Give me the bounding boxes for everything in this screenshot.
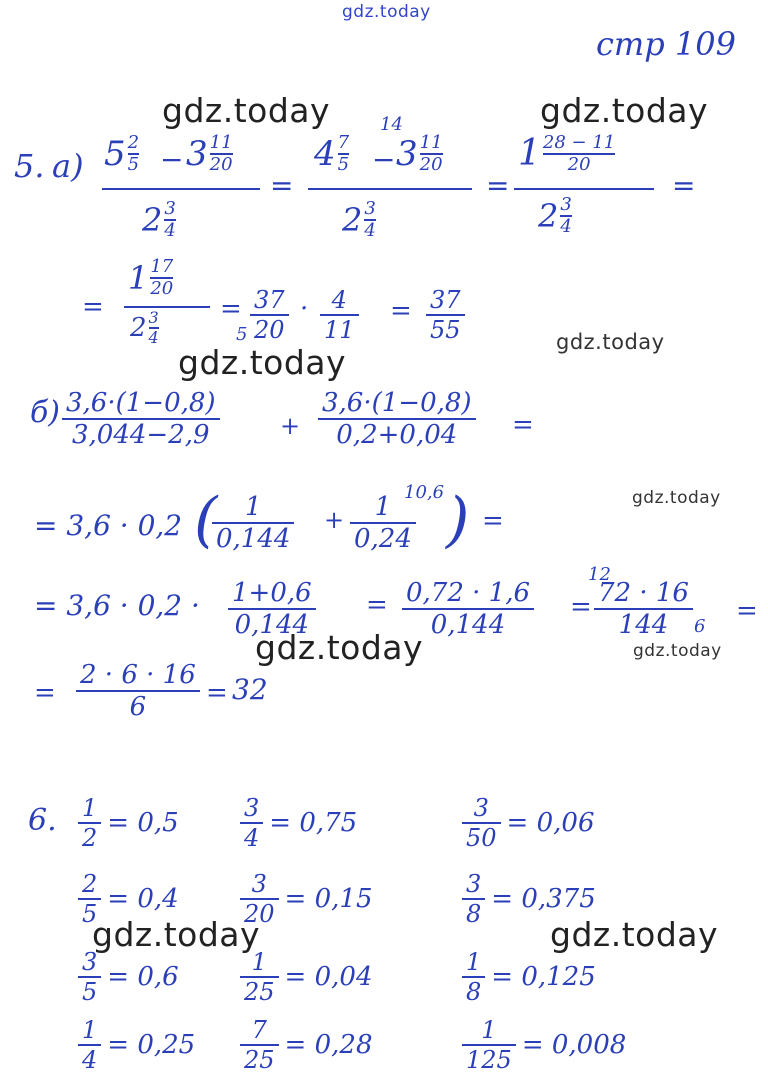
minus-sign: − [160, 143, 184, 176]
watermark: gdz.today [550, 915, 719, 954]
part-b-label: б) [30, 395, 61, 430]
mixed-number [142, 200, 176, 240]
fraction [462, 872, 485, 926]
conversion-item [78, 796, 179, 850]
fraction [594, 580, 693, 638]
mixed-number [518, 134, 615, 174]
equals-sign: = [672, 169, 696, 202]
fraction-bar [124, 306, 210, 308]
fraction-bar [102, 188, 260, 190]
numerator: 4 [331, 286, 347, 314]
conversion-item [78, 1018, 195, 1072]
whole-part: 3 [396, 134, 418, 174]
equals-sign: = [34, 678, 56, 708]
fraction-bar [514, 188, 654, 190]
close-paren: ) [446, 485, 470, 555]
final-result: 32 [232, 673, 268, 706]
decimal-value: = 0,6 [107, 962, 179, 992]
equals-sign: = [486, 169, 510, 202]
fraction [320, 288, 359, 342]
numerator: 3 [251, 870, 267, 898]
equals-sign: = [390, 296, 412, 326]
superscript-note: 14 [380, 114, 403, 135]
watermark: gdz.today [633, 641, 722, 661]
plus-sign: + [280, 412, 301, 440]
denominator: 20 [244, 900, 275, 928]
numerator: 1 [251, 948, 267, 976]
fraction [228, 580, 316, 638]
whole-part: 2 [142, 201, 163, 239]
denominator: 4 [560, 216, 572, 237]
denominator: 144 [618, 610, 669, 640]
watermark-top: gdz.today [342, 2, 431, 22]
denominator: 8 [466, 978, 482, 1006]
decimal-value: = 0,75 [269, 808, 358, 838]
conversion-item [462, 872, 596, 926]
numerator: 1 [244, 492, 262, 522]
conversion-item [462, 950, 596, 1004]
denominator: 125 [466, 1046, 512, 1074]
conversion-item [240, 1018, 373, 1072]
denominator: 0,144 [430, 610, 506, 640]
numerator: 3 [560, 194, 572, 215]
numerator: 3,6·(1−0,8) [322, 388, 472, 418]
denominator: 0,24 [354, 524, 412, 554]
watermark: gdz.today [632, 488, 721, 508]
numerator: 1 [374, 492, 392, 522]
open-paren: ( [194, 485, 218, 555]
denominator: 4 [164, 220, 176, 241]
equals-sign: = [366, 590, 388, 620]
fraction [240, 796, 263, 850]
denominator: 5 [337, 154, 350, 175]
watermark: gdz.today [92, 915, 261, 954]
fraction [462, 796, 501, 850]
fraction [350, 494, 416, 552]
conversion-item [462, 796, 595, 850]
denominator: 25 [244, 1046, 275, 1074]
numerator: 11 [209, 132, 233, 153]
whole-part: 5 [104, 134, 126, 174]
decimal-value: = 0,375 [491, 884, 596, 914]
denominator: 20 [209, 154, 233, 175]
mixed-number [314, 134, 349, 174]
fraction [462, 1018, 516, 1072]
numerator: 3 [244, 794, 260, 822]
whole-part: 1 [128, 259, 149, 297]
whole-part: 4 [314, 134, 336, 174]
fraction [250, 288, 289, 342]
numerator: 3 [82, 948, 98, 976]
denominator: 0,144 [234, 610, 310, 640]
whole-part: 2 [342, 201, 363, 239]
decimal-value: = 0,008 [521, 1030, 627, 1060]
denominator: 20 [254, 316, 285, 344]
denominator: 4 [82, 1046, 98, 1074]
numerator: 1 [82, 1016, 98, 1044]
mixed-number [186, 134, 233, 174]
conversion-item [462, 1018, 626, 1072]
denominator: 20 [419, 154, 443, 175]
decimal-value: = 0,04 [284, 962, 373, 992]
numerator: 72 · 16 [598, 578, 689, 608]
denominator: 0,144 [216, 524, 291, 554]
whole-part: 1 [518, 133, 541, 174]
fraction [78, 1018, 101, 1072]
problem-5-label: 5. [14, 147, 45, 185]
denominator: 4 [244, 824, 260, 852]
watermark: gdz.today [556, 330, 665, 354]
whole-part: 2 [130, 313, 147, 343]
expression-lead: = 3,6 · 0,2 [34, 509, 183, 542]
mixed-number [130, 310, 159, 346]
numerator: 2 [82, 870, 98, 898]
numerator: 1 [481, 1016, 497, 1044]
conversion-item [78, 950, 179, 1004]
fraction [240, 1018, 279, 1072]
mixed-number [396, 134, 443, 174]
fraction [462, 950, 485, 1004]
part-a-label: а) [52, 147, 84, 185]
numerator: 37 [430, 286, 461, 314]
equals-sign: = [512, 410, 534, 440]
numerator: 7 [251, 1016, 267, 1044]
equals-sign: = [206, 678, 228, 708]
fraction [212, 494, 294, 552]
decimal-value: = 0,5 [107, 808, 179, 838]
page-number-label: стр 109 [596, 25, 736, 63]
denominator: 11 [324, 316, 355, 344]
numerator: 3 [164, 198, 176, 219]
numerator: 3 [148, 308, 159, 327]
denominator: 3,044−2,9 [72, 420, 210, 450]
denominator: 5 [127, 154, 140, 175]
fraction [402, 580, 534, 638]
problem-6-label: 6. [28, 803, 57, 838]
watermark: gdz.today [255, 628, 424, 667]
numerator: 2 · 6 · 16 [80, 660, 196, 690]
fraction [240, 950, 279, 1004]
fraction [78, 872, 101, 926]
numerator: 1+0,6 [232, 578, 312, 608]
fraction-bar [308, 188, 472, 190]
conversion-item [240, 950, 373, 1004]
conversion-item [240, 796, 357, 850]
equals-sign: = [482, 506, 504, 536]
decimal-value: = 0,4 [107, 884, 179, 914]
denominator: 4 [148, 328, 159, 347]
conversion-item [78, 872, 179, 926]
numerator: 11 [419, 132, 443, 153]
conversion-item [240, 872, 373, 926]
denominator: 6 [129, 692, 147, 722]
fraction [240, 872, 279, 926]
mixed-number [104, 134, 139, 174]
denominator: 5 [82, 978, 98, 1006]
numerator: 3 [473, 794, 489, 822]
denominator: 8 [466, 900, 482, 928]
reduced-numerator: 12 [588, 564, 611, 585]
plus-sign: + [324, 506, 345, 534]
numerator: 2 [127, 132, 140, 153]
whole-part: 3 [186, 134, 208, 174]
fraction [62, 390, 220, 448]
reduced-denominator: 5 [236, 324, 248, 345]
decimal-value: = 0,06 [506, 808, 595, 838]
equals-sign: = [82, 292, 104, 322]
numerator: 17 [150, 256, 174, 277]
decimal-value: = 0,25 [107, 1030, 196, 1060]
fraction [76, 662, 200, 720]
equals-sign: = [570, 592, 592, 622]
numerator: 3,6·(1−0,8) [66, 388, 216, 418]
decimal-value: = 0,125 [491, 962, 596, 992]
equals-sign: = [220, 294, 242, 324]
denominator: 4 [364, 220, 376, 241]
denominator: 5 [82, 900, 98, 928]
fraction [426, 288, 465, 342]
reduced-denominator: 6 [694, 616, 706, 637]
numerator: 3 [466, 870, 482, 898]
denominator: 0,2+0,04 [336, 420, 458, 450]
equals-sign: = [270, 169, 294, 202]
numerator: 0,72 · 1,6 [406, 578, 531, 608]
numerator: 37 [254, 286, 285, 314]
numerator: 1 [82, 794, 98, 822]
fraction [78, 950, 101, 1004]
mixed-number [342, 200, 376, 240]
fraction [318, 390, 476, 448]
denominator: 20 [150, 278, 174, 299]
numerator: 28 − 11 [542, 132, 616, 153]
minus-sign: − [372, 143, 396, 176]
decimal-value: = 0,28 [284, 1030, 373, 1060]
whole-part: 2 [538, 197, 559, 235]
superscript-note: 10,6 [404, 482, 445, 503]
denominator: 20 [567, 154, 591, 175]
mixed-number [128, 258, 173, 298]
watermark: gdz.today [540, 91, 709, 130]
numerator: 3 [364, 198, 376, 219]
denominator: 2 [82, 824, 98, 852]
mixed-number [538, 196, 572, 236]
denominator: 55 [430, 316, 461, 344]
watermark: gdz.today [178, 343, 347, 382]
numerator: 7 [337, 132, 350, 153]
multiply-dot: · [300, 294, 309, 324]
decimal-value: = 0,15 [284, 884, 373, 914]
expression-lead: = 3,6 · 0,2 · [34, 589, 200, 622]
denominator: 50 [466, 824, 497, 852]
numerator: 1 [466, 948, 482, 976]
watermark: gdz.today [162, 91, 331, 130]
denominator: 25 [244, 978, 275, 1006]
equals-sign: = [736, 596, 758, 626]
fraction [78, 796, 101, 850]
